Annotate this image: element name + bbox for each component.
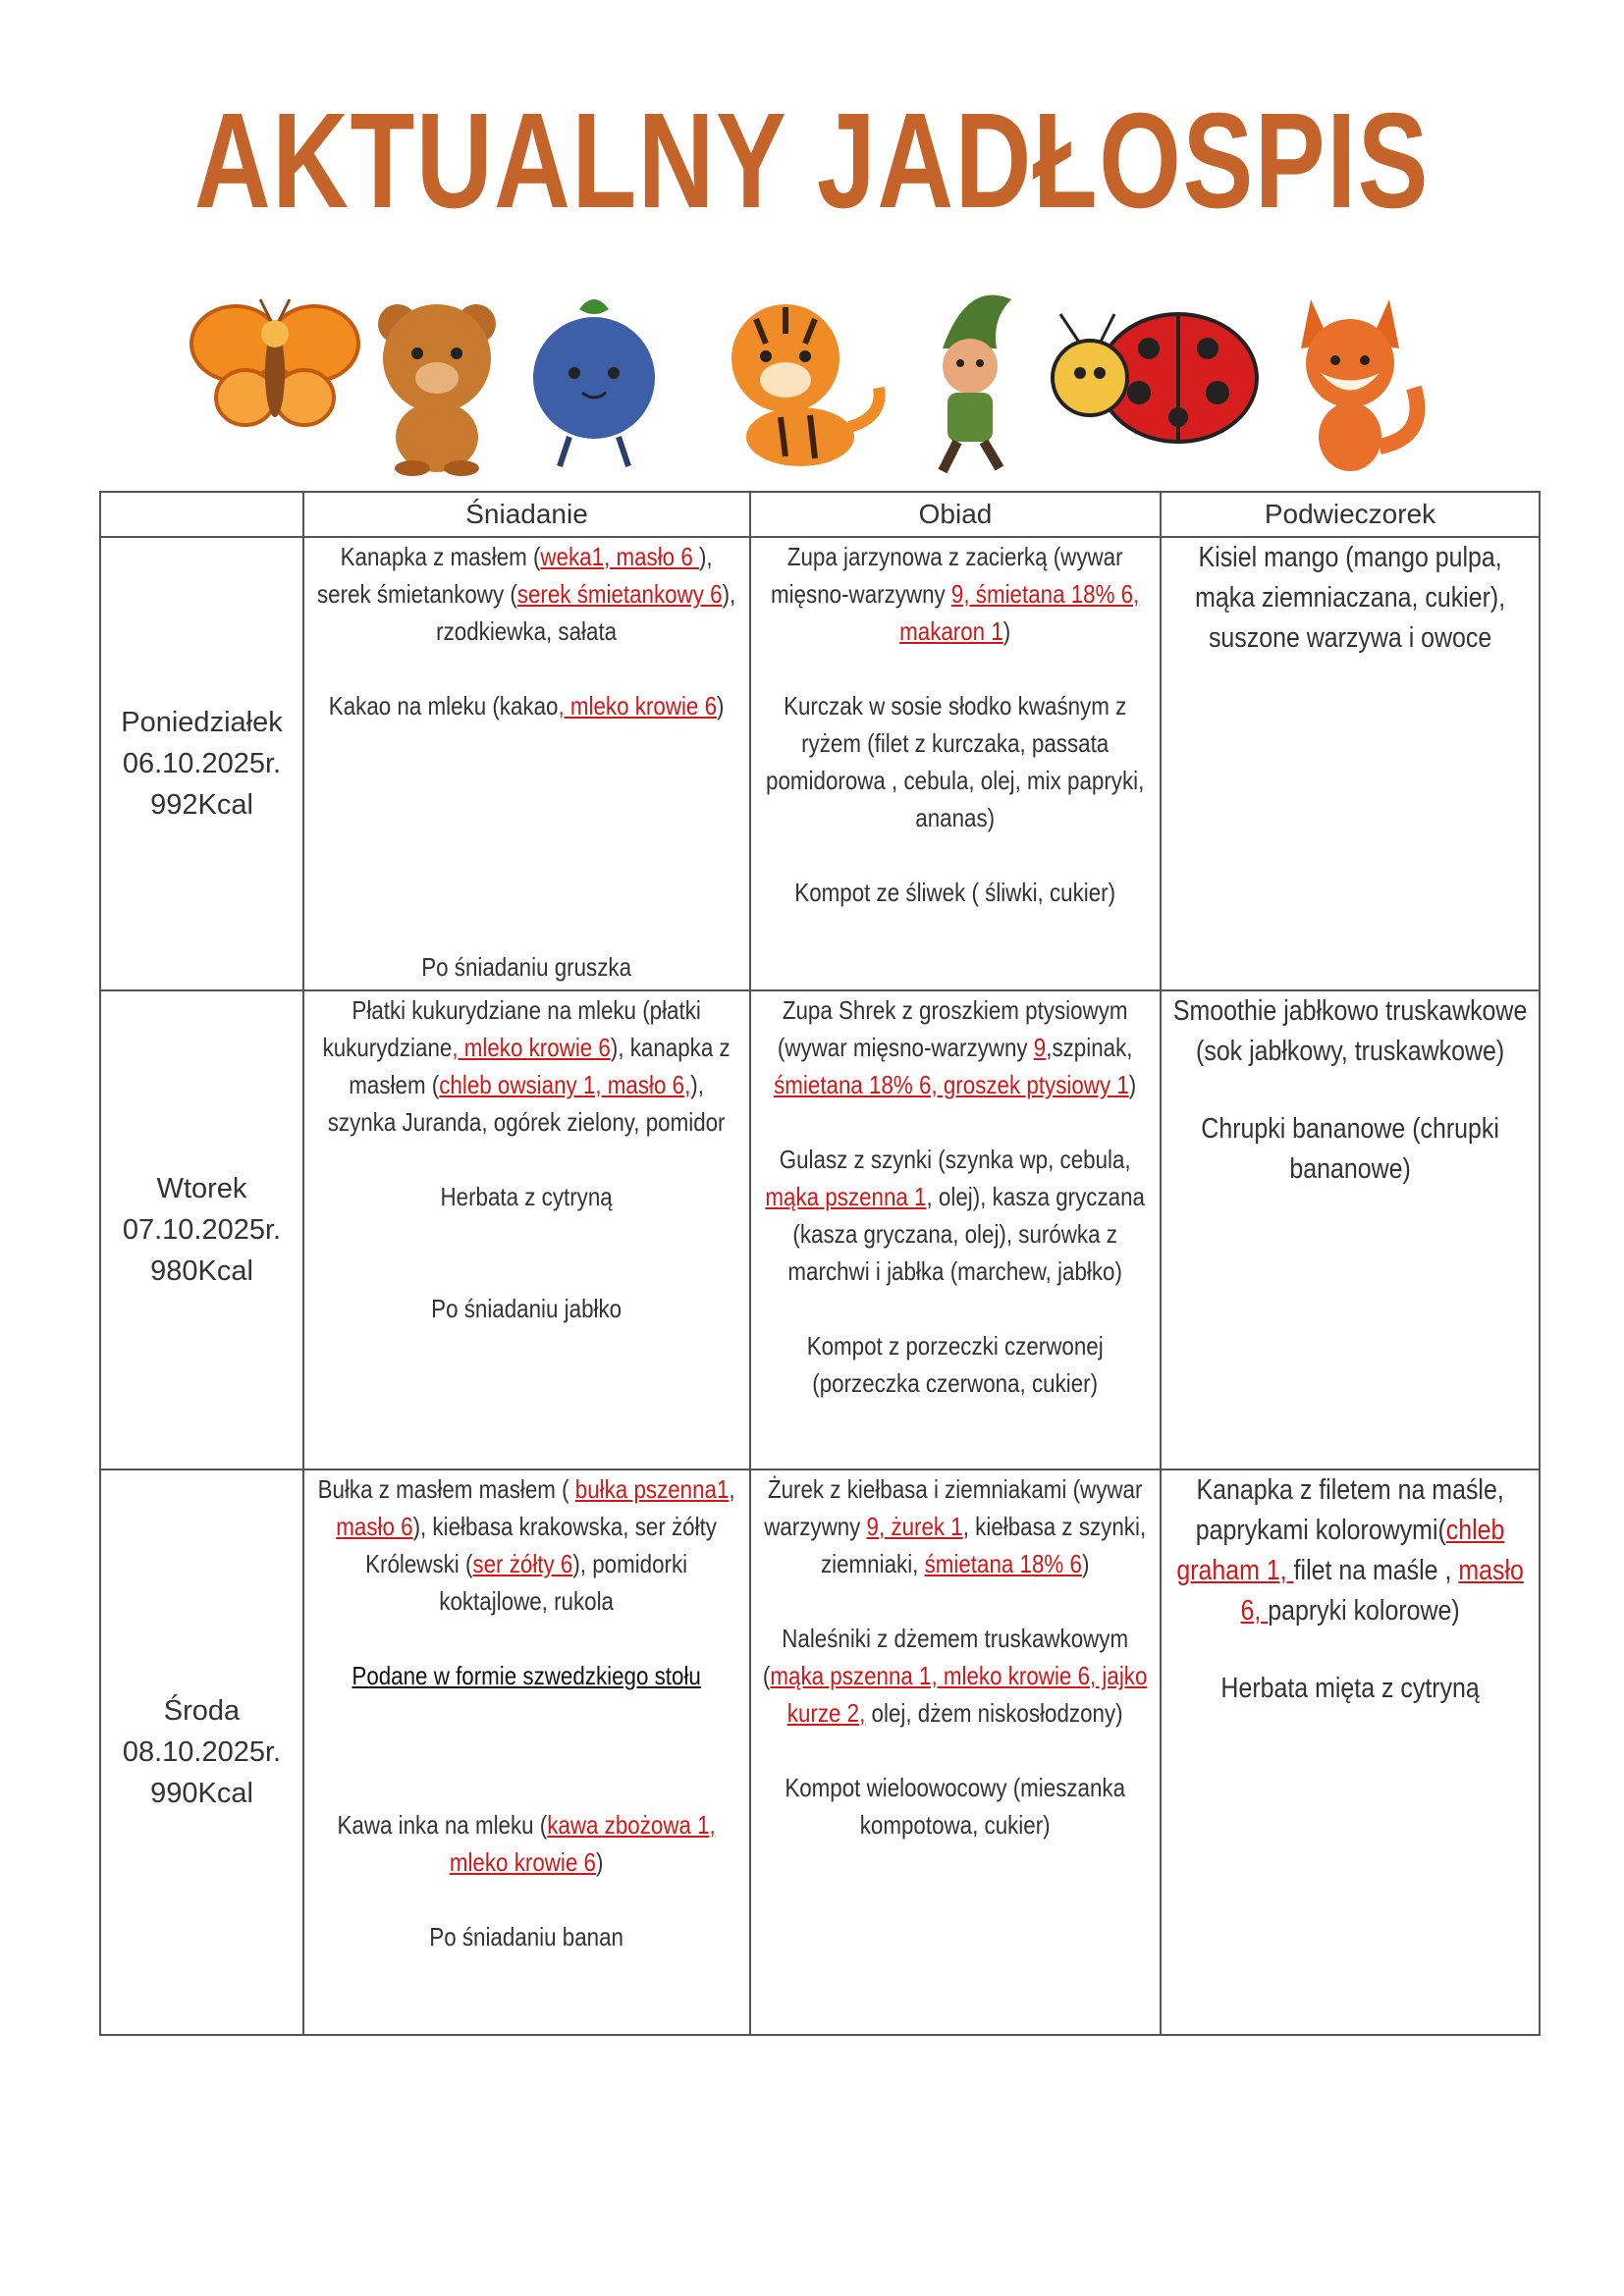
allergen-text: serek śmietankowy 6 — [517, 579, 723, 609]
butterfly-icon — [187, 290, 363, 447]
menu-text: Gulasz z szynki (szynka wp, cebula, — [780, 1145, 1131, 1174]
menu-text: ) — [1003, 616, 1011, 646]
header-lunch: Obiad — [750, 492, 1161, 537]
allergen-text: , mleko krowie 6 — [558, 691, 718, 721]
day-date: 06.10.2025r. — [122, 748, 282, 779]
menu-text: , — [729, 1474, 736, 1504]
snack-cell — [1161, 537, 1540, 990]
lunch-cell — [750, 537, 1161, 990]
menu-text: Kisiel mango (mango pulpa, mąka ziemniaczana, cukier), suszone warzywa i owoce — [1194, 542, 1506, 654]
animal-illustrations — [187, 290, 1434, 486]
snack-cell — [1161, 990, 1540, 1469]
menu-text: papryki kolorowe) — [1268, 1595, 1460, 1627]
menu-text: Kanapka z masłem ( — [340, 542, 541, 571]
menu-text: , kiełbasa z szynki, ziemniaki, — [821, 1512, 1147, 1578]
allergen-text: śmietana 18% 6 — [924, 1549, 1083, 1578]
allergen-text: weka1, masło 6 — [540, 542, 700, 571]
menu-text: ), serek śmietankowy ( — [317, 542, 714, 609]
table-row — [100, 537, 1540, 990]
allergen-text: kawa zbożowa 1, mleko krowie 6 — [450, 1810, 717, 1877]
header-breakfast: Śniadanie — [303, 492, 750, 537]
allergen-text: 9, żurek 1 — [866, 1512, 964, 1541]
allergen-text: mąka pszenna 1, mleko krowie 6, jajko kurze 2, — [770, 1661, 1148, 1728]
allergen-text: chleb owsiany 1, masło 6, — [439, 1070, 691, 1099]
day-name: Poniedziałek — [121, 707, 283, 738]
table-row — [100, 1469, 1540, 2035]
menu-text: Płatki kukurydziane na mleku (płatki kukurydziane — [322, 995, 702, 1062]
menu-text: ), kiełbasa krakowska, ser żółty Królewski ( — [365, 1512, 718, 1578]
menu-text: Po śniadaniu jabłko — [431, 1294, 623, 1323]
day-date: 07.10.2025r. — [122, 1214, 282, 1246]
tiger-icon — [712, 290, 889, 476]
menu-text: Kakao na mleku (kakao — [329, 691, 559, 721]
table-row — [100, 990, 1540, 1469]
menu-text: Herbata mięta z cytryną — [1220, 1673, 1480, 1704]
ladybug-icon — [1036, 290, 1272, 456]
menu-text: Kawa inka na mleku ( — [337, 1810, 548, 1840]
day-kcal: 980Kcal — [150, 1255, 253, 1287]
menu-text: ), szynka Juranda, ogórek zielony, pomidor — [328, 1070, 726, 1137]
lunch-cell — [750, 990, 1161, 1469]
allergen-text: 9, śmietana 18% 6, makaron 1 — [899, 579, 1140, 646]
day-name: Środa — [163, 1695, 241, 1727]
allergen-text: mąka pszenna 1 — [765, 1182, 927, 1211]
blueberry-icon — [525, 290, 663, 476]
fox-icon — [1281, 290, 1429, 476]
allergen-text: masło 6, — [1240, 1555, 1524, 1627]
menu-text: ), kanapka z masłem ( — [349, 1033, 731, 1099]
menu-text: ), pomidorki koktajlowe, rukola — [439, 1549, 688, 1616]
menu-text: , olej), kasza gryczana (kasza gryczana, olej), surówka z marchwi i jabłka (marchew, jabłko) — [787, 1182, 1146, 1286]
menu-text: Kanapka z filetem na maśle, paprykami kolorowymi( — [1195, 1474, 1504, 1546]
menu-text: ) — [1082, 1549, 1090, 1578]
day-cell — [100, 537, 303, 990]
menu-table — [99, 491, 1541, 2036]
header-snack: Podwieczorek — [1161, 492, 1540, 537]
breakfast-cell — [303, 1469, 750, 2035]
breakfast-cell — [303, 537, 750, 990]
breakfast-cell — [303, 990, 750, 1469]
day-kcal: 992Kcal — [150, 789, 253, 821]
day-cell — [100, 1469, 303, 2035]
gnome-icon — [913, 290, 1031, 476]
allergen-text: ser żółty 6 — [472, 1549, 573, 1578]
allergen-text: śmietana 18% 6, groszek ptysiowy 1 — [774, 1070, 1130, 1099]
day-cell — [100, 990, 303, 1469]
day-date: 08.10.2025r. — [122, 1736, 282, 1768]
menu-text: Kompot z porzeczki czerwonej (porzeczka czerwona, cukier) — [807, 1331, 1104, 1398]
page-title: AKTUALNY JADŁOSPIS — [193, 85, 1431, 237]
menu-text: ) — [596, 1847, 604, 1877]
menu-text: ), rzodkiewka, sałata — [436, 579, 736, 646]
menu-text: Kompot wieloowocowy (mieszanka kompotowa, cukier) — [785, 1773, 1126, 1840]
serving-note: Podane w formie szwedzkiego stołu — [352, 1661, 702, 1690]
bear-icon — [363, 290, 511, 476]
allergen-text: 9 — [1034, 1033, 1047, 1062]
header-day — [100, 492, 303, 537]
allergen-text: bułka pszenna1 — [575, 1474, 730, 1504]
allergen-text: masło 6 — [336, 1512, 413, 1541]
menu-text: filet na maśle , — [1293, 1555, 1459, 1586]
menu-text: Chrupki bananowe (chrupki bananowe) — [1201, 1113, 1499, 1185]
menu-text: Żurek z kiełbasa i ziemniakami (wywar warzywny — [764, 1474, 1143, 1541]
menu-text: Zupa jarzynowa z zacierką (wywar mięsno-warzywny — [771, 542, 1123, 609]
menu-text: Bułka z masłem masłem ( — [317, 1474, 576, 1504]
menu-text: ,szpinak, — [1046, 1033, 1133, 1062]
menu-text: Zupa Shrek z groszkiem ptysiowym (wywar mięsno-warzywny — [778, 995, 1128, 1062]
menu-text: ) — [717, 691, 725, 721]
day-kcal: 990Kcal — [150, 1778, 253, 1809]
menu-text: Po śniadaniu banan — [429, 1922, 624, 1951]
allergen-text: chleb graham 1, — [1176, 1515, 1505, 1586]
header-row — [100, 492, 1540, 537]
menu-text: olej, dżem niskosłodzony) — [865, 1698, 1123, 1728]
menu-text: Herbata z cytryną — [440, 1182, 614, 1211]
menu-text: ) — [1129, 1070, 1137, 1099]
snack-cell — [1161, 1469, 1540, 2035]
day-name: Wtorek — [156, 1173, 247, 1204]
menu-text: Kompot ze śliwek ( śliwki, cukier) — [794, 878, 1116, 907]
menu-text: Smoothie jabłkowo truskawkowe (sok jabłkowy, truskawkowe) — [1172, 995, 1528, 1067]
menu-text: Kurczak w sosie słodko kwaśnym z ryżem (filet z kurczaka, passata pomidorowa , cebula, olej, mix papryki, ananas) — [766, 691, 1145, 832]
menu-text: Naleśniki z dżemem truskawkowym ( — [763, 1624, 1129, 1690]
lunch-cell — [750, 1469, 1161, 2035]
menu-text: Po śniadaniu gruszka — [421, 952, 632, 982]
allergen-text: , mleko krowie 6 — [452, 1033, 612, 1062]
